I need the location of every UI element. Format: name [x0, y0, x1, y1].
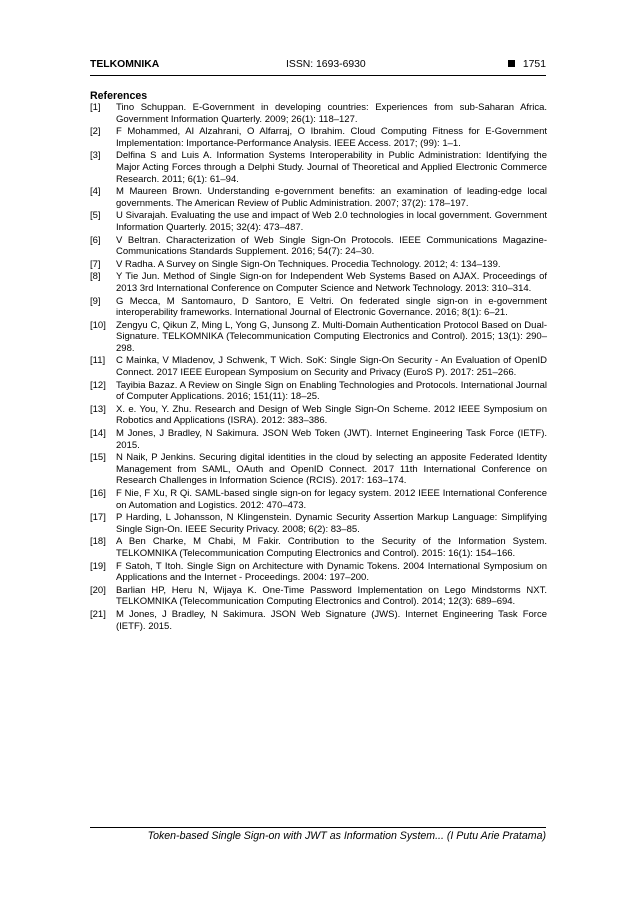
page-number: 1751 [522, 59, 546, 70]
page-number-area [508, 59, 546, 70]
reference-item [90, 355, 547, 378]
reference-item [90, 609, 547, 632]
reference-text: Tino Schuppan. E-Government in developing countries: Experiences from sub-Saharan Africa. Government Information Quarterly. 2009; 26(1): 118–127. [116, 102, 547, 125]
running-title: Token-based Single Sign-on with JWT as Information System... (I Putu Arie Pratama) [147, 830, 546, 842]
reference-text: F Nie, F Xu, R Qi. SAML-based single sign-on for legacy system. 2012 IEEE International Conference on Automation and Logistics. 2012: 470–473. [116, 488, 547, 511]
reference-item [90, 380, 547, 403]
reference-number: [17] [90, 512, 106, 524]
reference-text: Barlian HP, Heru N, Wijaya K. One-Time Password Implementation on Lego Mindstorms NXT. TELKOMNIKA (Telecommunication Computing Electronics and Control). 2014; 12(3): 689–694. [116, 584, 547, 608]
reference-number: [14] [90, 428, 106, 440]
reference-number: [12] [90, 379, 106, 391]
reference-number: [2] [90, 126, 101, 138]
reference-item [90, 561, 547, 584]
reference-item [90, 186, 547, 209]
footer-rule [90, 827, 546, 828]
reference-text: X. e. You, Y. Zhu. Research and Design of Web Single Sign-On Scheme. 2012 IEEE Symposium on Robotics and Applications (ISRA). 2012: 383–386. [116, 403, 547, 427]
reference-item [90, 271, 547, 294]
reference-number: [19] [90, 560, 106, 572]
reference-number: [16] [90, 488, 106, 499]
reference-text: P Harding, L Johansson, N Klingenstein. Dynamic Security Assertion Markup Language: Simplifying Single Sign-On. IEEE Security Privacy. 2008; 6(2): 83–85. [116, 512, 547, 535]
reference-number: [6] [90, 234, 101, 246]
reference-item [90, 126, 547, 149]
reference-text: M Maureen Brown. Understanding e-government benefits: an examination of leading-edge local governments. The American Review of Public Administration. 2007; 37(2): 178–197. [116, 186, 547, 209]
references-heading: References [90, 90, 148, 102]
page-header [90, 59, 546, 75]
reference-text: V Beltran. Characterization of Web Single Sign-On Protocols. IEEE Communications Magazine-Communications Standards Supplement. 2016; 54(7): 24–30. [116, 234, 547, 258]
reference-number: [1] [90, 102, 101, 113]
reference-item [90, 102, 547, 125]
reference-text: C Mainka, V Mladenov, J Schwenk, T Wich. SoK: Single Sign-On Security - An Evaluation of OpenID Connect. 2017 IEEE European Symposium on Security and Privacy (EuroS P). 2017: 251–266. [116, 355, 547, 379]
reference-number: [15] [90, 452, 106, 464]
reference-number: [8] [90, 271, 101, 283]
header-rule [90, 75, 546, 76]
square-bullet-icon [508, 60, 515, 67]
reference-item [90, 452, 547, 487]
reference-list [90, 102, 547, 633]
reference-item [90, 259, 547, 271]
reference-text: M Jones, J Bradley, N Sakimura. JSON Web Token (JWT). Internet Engineering Task Force (IETF). 2015. [116, 428, 547, 451]
reference-text: Delfina S and Luis A. Information Systems Interoperability in Public Administration: Identifying the Major Acting Forces through a Delphi Study. Journal of Theoretical and Applied Electronic Commerce Research. 2011; 6(1): 61–94. [116, 150, 547, 185]
reference-item [90, 296, 547, 319]
reference-item [90, 150, 547, 185]
reference-text: U Sivarajah. Evaluating the use and impact of Web 2.0 technologies in local government. Government Information Quarterly. 2015; 32(4): 473–487. [116, 210, 547, 233]
reference-text: F Mohammed, AI Alzahrani, O Alfarraj, O Ibrahim. Cloud Computing Fitness for E-Government Implementation: Importance-Performance Analysis. IEEE Access. 2017; (99): 1–1. [116, 126, 547, 149]
reference-text: Y Tie Jun. Method of Single Sign-on for Independent Web Systems Based on AJAX. Proceedings of 2013 3rd International Conference on Computer Science and Network Technology. 2013: 310–314. [116, 271, 547, 294]
issn: ISSN: 1693-6930 [286, 59, 366, 70]
reference-number: [9] [90, 295, 101, 307]
reference-number: [18] [90, 536, 106, 548]
journal-name: TELKOMNIKA [90, 59, 160, 70]
reference-number: [5] [90, 210, 101, 222]
reference-text: Tayibia Bazaz. A Review on Single Sign on Enabling Technologies and Protocols. International Journal of Computer Applications. 2016; 151(11): 18–25. [116, 379, 547, 403]
reference-number: [7] [90, 258, 101, 270]
reference-number: [3] [90, 150, 101, 162]
reference-text: M Jones, J Bradley, N Sakimura. JSON Web Signature (JWS). Internet Engineering Task Force (IETF). 2015. [116, 608, 547, 632]
reference-item [90, 320, 547, 355]
reference-item [90, 404, 547, 427]
reference-item [90, 512, 547, 535]
reference-number: [4] [90, 186, 101, 198]
reference-text: G Mecca, M Santomauro, D Santoro, E Veltri. On federated single sign-on in e-government interoperability frameworks. International Journal of Electronic Governance. 2016; 8(1): 6–21. [116, 295, 547, 319]
reference-number: [11] [90, 355, 106, 367]
reference-text: F Satoh, T Itoh. Single Sign on Architecture with Dynamic Tokens. 2004 International Symposium on Applications and the Internet - Proceedings. 2004: 197–200. [116, 560, 547, 584]
reference-number: [20] [90, 584, 106, 596]
reference-text: V Radha. A Survey on Single Sign-On Techniques. Procedia Technology. 2012; 4: 134–139. [116, 258, 501, 270]
reference-item [90, 210, 547, 233]
reference-text: A Ben Charke, M Chabi, M Fakir. Contribution to the Security of the Information System. TELKOMNIKA (Telecommunication Computing Electronics and Control). 2015: 16(1): 154–166. [116, 536, 547, 559]
reference-text: N Naik, P Jenkins. Securing digital identities in the cloud by selecting an apposite Federated Identity Management from SAML, OAuth and OpenID Connect. 2017 11th International Conference on Research Challenges in Information Science (RCIS). 2017: 163–174. [116, 452, 547, 487]
reference-number: [10] [90, 319, 106, 331]
reference-item [90, 488, 547, 511]
reference-item [90, 235, 547, 258]
reference-item [90, 585, 547, 608]
reference-text: Zengyu C, Qikun Z, Ming L, Yong G, Junsong Z. Multi-Domain Authentication Protocol Based on Dual-Signature. TELKOMNIKA (Telecommunication Computing Electronics and Control). 2015; 13(1): 290–298. [116, 319, 547, 354]
reference-number: [21] [90, 608, 106, 620]
reference-number: [13] [90, 403, 106, 415]
reference-item [90, 428, 547, 451]
reference-item [90, 536, 547, 559]
